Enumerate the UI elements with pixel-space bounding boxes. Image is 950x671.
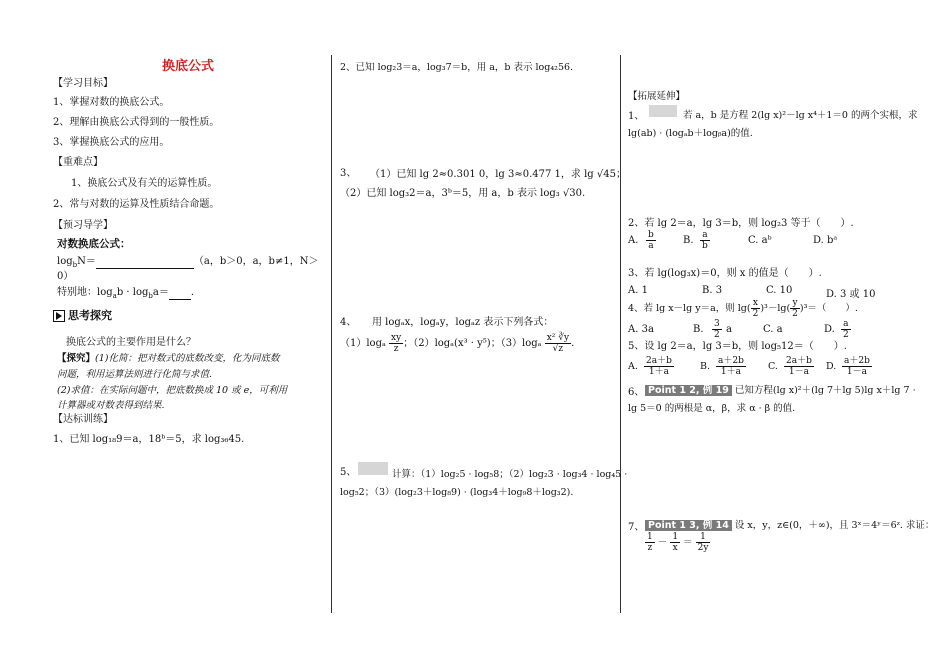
ext-4-option-c: C. a bbox=[763, 324, 783, 335]
formula-line bbox=[57, 252, 318, 269]
formula-base: b bbox=[72, 261, 78, 269]
question-3a: （1）已知 lg 2≈0.301 0，lg 3≈0.477 1，求 lg √45； bbox=[370, 169, 626, 180]
formula-blank[interactable] bbox=[96, 257, 194, 269]
q4b: ；（2）logₐ(x³ · y⁵)；（3）logₐ bbox=[403, 338, 542, 349]
key-item: 2、常与对数的运算及性质结合命题。 bbox=[53, 199, 220, 210]
ext-4-option-b: B. bbox=[693, 324, 704, 335]
think-answer-1b: 问题，利用运算法则进行化简与求值. bbox=[57, 369, 213, 380]
ext-2-option-b-frac: $\frac{a}{b}$ bbox=[702, 230, 708, 251]
ext-1-number: 1、 bbox=[628, 111, 645, 122]
goal-item: 3、掌握换底公式的应用。 bbox=[53, 137, 170, 148]
goal-item: 1、掌握对数的换底公式。 bbox=[53, 97, 170, 108]
q4a-fraction bbox=[389, 333, 403, 354]
think-answer-1-text: (1)化简：把对数式的底数改变，化为同底数 bbox=[95, 353, 280, 364]
ext-4-frac-y: $\frac{y}{2}$ bbox=[792, 298, 798, 319]
formula-condition-2: 0） bbox=[57, 271, 74, 282]
question-5a: 计算：（1）log₂5 · log₅8；（2）log₂3 · log₃4 · log₄5 · bbox=[392, 469, 628, 480]
ext-5-option-d-frac: $\frac{a+2b}{1-a}$ bbox=[844, 356, 870, 377]
ext-1b: lg(ab) · (logₐb＋logᵦa)的值. bbox=[628, 128, 753, 139]
formula-lhs: log bbox=[57, 256, 73, 267]
ext-3-option-a: A. 1 bbox=[628, 285, 648, 296]
ext-5-option-a: A. bbox=[628, 361, 638, 372]
ext-7-number: 7、 bbox=[628, 522, 645, 533]
ext-5-option-c: C. bbox=[768, 361, 778, 372]
page-title: 换底公式 bbox=[162, 59, 215, 74]
ext-3-option-c: C. 10 bbox=[766, 285, 793, 296]
question-5-number: 5、 bbox=[340, 467, 357, 478]
formula-title: 对数换底公式： bbox=[57, 238, 131, 250]
special-blank[interactable] bbox=[169, 288, 191, 300]
ext-6b: lg 5＝0 的两根是 α，β，求 α · β 的值. bbox=[628, 403, 796, 414]
column-left bbox=[0, 0, 330, 671]
ext-6-number: 6、 bbox=[628, 387, 645, 398]
formula-var: N＝ bbox=[77, 256, 96, 267]
ext-4-option-b-frac: $\frac{3}{2}$ bbox=[714, 319, 720, 340]
ext-4: 4、若 lg x－lg y＝a，则 lg( $\frac{x}{2}$ )³－lg( $\frac{y}{2}$ )³＝（ ）. bbox=[628, 298, 858, 319]
ext-2: 2、若 lg 2＝a，lg 3＝b，则 log₂3 等于（ ）. bbox=[628, 218, 854, 229]
goals-header: 【学习目标】 bbox=[53, 78, 113, 89]
goal-item: 2、理解由换底公式得到的一般性质。 bbox=[53, 117, 220, 128]
train-header: 【达标训练】 bbox=[53, 414, 113, 425]
q4c-end: . bbox=[571, 338, 575, 349]
question-3b: （2）已知 log₃2＝a，3ᵇ＝5，用 a，b 表示 log₃ √30. bbox=[340, 188, 586, 199]
ext-4-frac-x: $\frac{x}{2}$ bbox=[752, 298, 759, 319]
special-end: ． bbox=[190, 287, 201, 298]
special-sub-b: b bbox=[148, 292, 153, 300]
q4c-denominator: √z bbox=[552, 344, 564, 354]
preview-header: 【预习导学】 bbox=[53, 220, 113, 231]
ext-5-option-c-frac: $\frac{2a+b}{1-a}$ bbox=[786, 356, 812, 377]
special-line bbox=[57, 283, 201, 300]
ext-3-option-b: B. 3 bbox=[702, 285, 723, 296]
ext-1a: 若 a，b 是方程 2(lg x)²－lg x⁴＋1＝0 的两个实根，求 bbox=[683, 110, 918, 121]
ext-7a: 设 x，y，z∈(0，＋∞)，且 3ˣ＝4ʸ＝6ᶻ. 求证： bbox=[734, 520, 935, 531]
column-middle bbox=[332, 0, 628, 671]
think-header-row bbox=[53, 307, 112, 323]
question-4-number: 4、 bbox=[340, 317, 357, 328]
ext-4-option-d-frac: $\frac{a}{2}$ bbox=[843, 319, 849, 340]
ext-4-option-d: D. bbox=[824, 324, 835, 335]
think-answer-1 bbox=[57, 350, 279, 364]
q4a-denominator: z bbox=[393, 344, 399, 354]
ext-2-option-b: B. bbox=[683, 235, 694, 246]
q4a-prefix: （1）logₐ bbox=[340, 338, 386, 349]
think-answer-2: (2)求值：在实际问题中，把底数换成 10 或 e，可利用 bbox=[57, 385, 288, 396]
ext-2-option-c: C. aᵇ bbox=[748, 235, 772, 246]
think-tag: 【探究】 bbox=[57, 353, 96, 364]
special-sub-a: a bbox=[112, 292, 117, 300]
ext-3: 3、若 lg(log₃x)＝0，则 x 的值是（ ）. bbox=[628, 268, 822, 279]
ext-7-equation: $\frac{1}{z}$ － $\frac{1}{x}$ ＝ $\frac{1}{2y}$ bbox=[647, 532, 709, 553]
think-question: 换底公式的主要作用是什么？ bbox=[66, 337, 196, 348]
question-4: 用 logₐx，logₐy，logₐz 表示下列各式： bbox=[372, 317, 554, 328]
ext-6a-row bbox=[645, 382, 916, 396]
ext-5-option-b-frac: $\frac{a+2b}{1+a}$ bbox=[718, 356, 744, 377]
q4c-numerator: x² ∛y bbox=[546, 333, 570, 343]
ext-7a-row bbox=[645, 517, 934, 531]
key-item: 1、换底公式及有关的运算性质。 bbox=[71, 178, 218, 189]
ext-2-option-a: A. bbox=[628, 235, 639, 246]
ext-6-tag: Point 1 2, 例 19 bbox=[645, 385, 732, 396]
column-right: 【拓展延伸】 1、 若 a，b 是方程 2(lg x)²－lg x⁴＋1＝0 的两个实根，求 lg(ab) · (logₐb＋logᵦa)的值. 2、若 lg 2＝a，lg 3＝b，则 log₂3 等于（ ）. A. $\frac{b}{a}$ B. $\frac{a}{b}$ C. aᵇ D. bᵃ 3、若 lg(log₃x)＝0，则 x 的值是（ ）. A. 1 B. 3 C. 10 D. 3 或 10 4、若 lg x－lg y＝a，则 lg( $\frac{x}{2}$ )³－lg( $\frac{y}{2}$ )³＝（ ）. A. 3a B. $\frac{3}{2}$ a C. a D. $\frac{a}{2}$ 5、设 lg 2＝a，lg 3＝b，则 log₅12＝（ ）. A. $\frac{2a+b}{1+a}$ B. $\frac{a+2b}{1+a}$ C. $\frac{2a+b}{1-a}$ D. $\frac{a+2b}{1-a}$ 6、 Point 1 2, 例 19 已知方程(lg x)²＋(lg 7＋lg 5)lg x＋lg 7 · lg 5＝0 的两根是 α，β，求 α · β 的值. 7、 Point 1 3, 例 14 设 x，y，z∈(0，＋∞)，且 3ˣ＝4ʸ＝6ᶻ. 求证： $\frac{1}{z}$ － $\frac{1}{x}$ ＝ $\frac{1}{2y}$ bbox=[621, 0, 921, 671]
ext-3-option-d: D. 3 或 10 bbox=[826, 289, 876, 300]
key-header: 【重难点】 bbox=[53, 157, 103, 168]
q4a-numerator: xy bbox=[391, 333, 402, 343]
train-question-1: 1、已知 log₁₈9＝a，18ᵇ＝5，求 log₃₆45. bbox=[53, 434, 245, 445]
special-mid: b · log bbox=[116, 287, 149, 298]
q4c-fraction bbox=[545, 333, 571, 354]
think-header: 思考探究 bbox=[68, 309, 112, 322]
ext-1-mask bbox=[649, 105, 677, 117]
ext-5: 5、设 lg 2＝a，lg 3＝b，则 log₅12＝（ ）. bbox=[628, 341, 847, 352]
formula-condition: （a，b＞0，a，b≠1，N＞ bbox=[193, 256, 319, 267]
question-4-parts bbox=[340, 333, 574, 354]
extension-header: 【拓展延伸】 bbox=[628, 91, 686, 102]
ext-7-tag: Point 1 3, 例 14 bbox=[645, 520, 732, 531]
ext-5-option-a-frac: $\frac{2a+b}{1+a}$ bbox=[646, 356, 672, 377]
think-answer-2b: 计算器或对数表得到结果. bbox=[57, 400, 165, 411]
question-5-mask bbox=[358, 462, 388, 475]
ext-6a: 已知方程(lg x)²＋(lg 7＋lg 5)lg x＋lg 7 · bbox=[734, 385, 916, 396]
special-suffix: a＝ bbox=[152, 287, 169, 298]
ext-2-option-d: D. bᵃ bbox=[813, 235, 838, 246]
special-prefix: 特别地：log bbox=[57, 287, 113, 298]
ext-2-option-a-frac: $\frac{b}{a}$ bbox=[648, 230, 654, 251]
ext-5-option-d: D. bbox=[826, 361, 837, 372]
play-icon bbox=[53, 310, 65, 322]
question-5b: log₅2；（3）(log₂3＋log₈9) · (log₃4＋log₉8＋log₃2). bbox=[340, 487, 574, 498]
ext-5-option-b: B. bbox=[700, 361, 711, 372]
ext-4-option-a: A. 3a bbox=[628, 324, 654, 335]
question-2: 2、已知 log₂3＝a，log₃7＝b，用 a，b 表示 log₄₂56. bbox=[340, 62, 574, 73]
question-3-number: 3、 bbox=[340, 168, 357, 179]
